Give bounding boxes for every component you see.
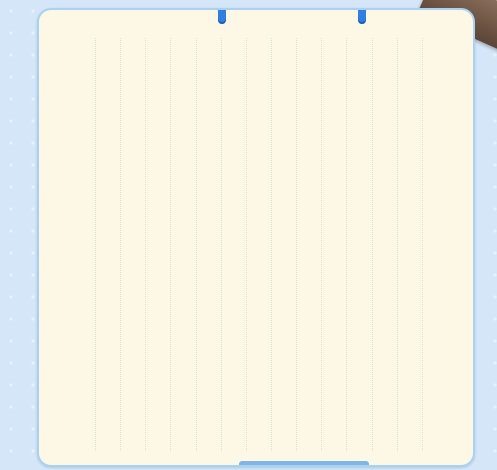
title-column (95, 38, 118, 451)
text-column-9 (321, 38, 344, 451)
text-column-12 (397, 38, 420, 451)
text-column-1 (120, 38, 143, 451)
text-column-11 (372, 38, 395, 451)
text-column-13 (422, 38, 445, 451)
card-bottom-tab (239, 461, 369, 465)
pin-icon (358, 10, 366, 24)
text-column-8 (296, 38, 319, 451)
text-column-10 (346, 38, 369, 451)
text-column-5 (221, 38, 244, 451)
text-card (37, 8, 475, 467)
text-column-6 (246, 38, 269, 451)
text-column-3 (170, 38, 193, 451)
text-columns (95, 38, 445, 451)
text-column-4 (196, 38, 219, 451)
text-column-2 (145, 38, 168, 451)
text-column-7 (271, 38, 294, 451)
pin-icon (218, 10, 226, 24)
